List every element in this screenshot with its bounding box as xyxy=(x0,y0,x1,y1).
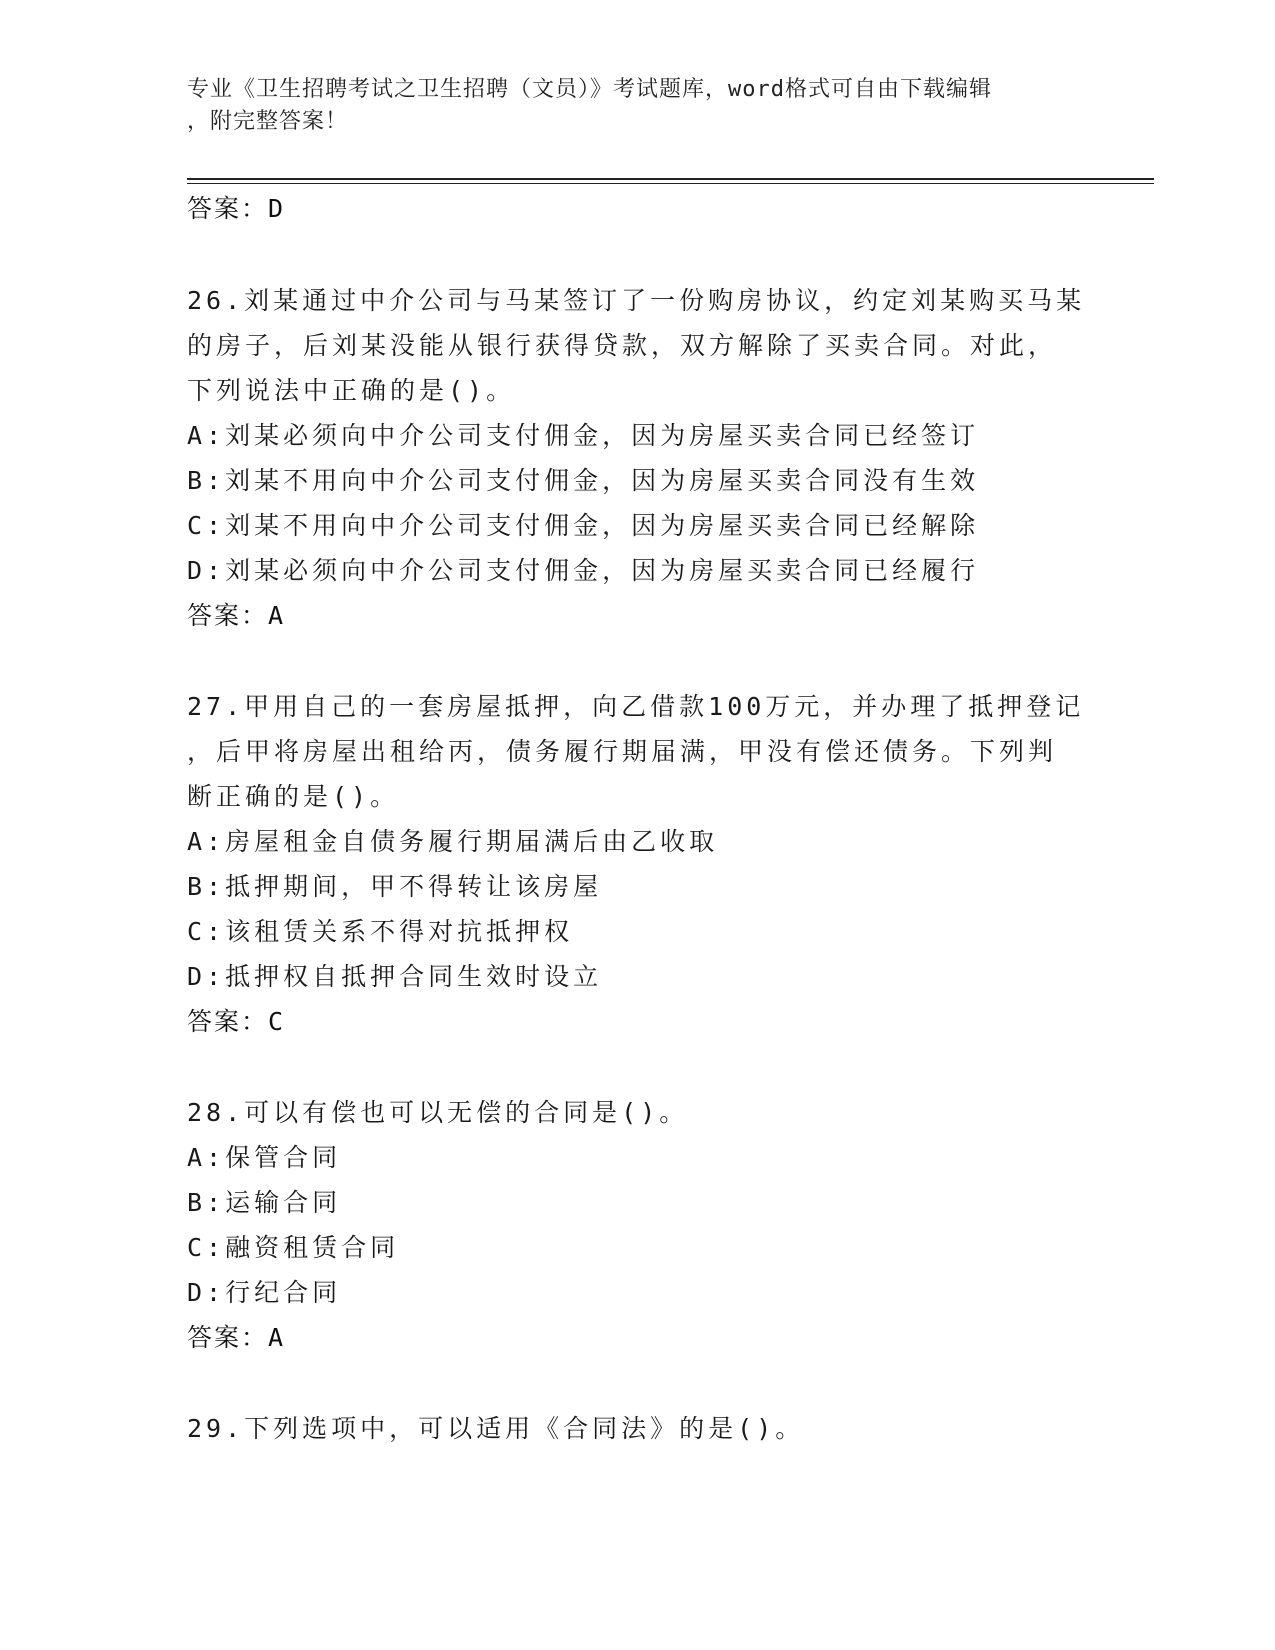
option-c: C:该租赁关系不得对抗抵押权 xyxy=(187,917,574,946)
header-title-line: 专业《卫生招聘考试之卫生招聘（文员）》考试题库，word格式可自由下载编辑 xyxy=(187,77,992,102)
spacer xyxy=(187,638,1087,684)
option-a: A:刘某必须向中介公司支付佣金，因为房屋买卖合同已经签订 xyxy=(187,421,980,450)
option-c: C:融资租赁合同 xyxy=(187,1233,400,1262)
option-a: A:保管合同 xyxy=(187,1143,342,1172)
option-a: A:房屋租金自债务履行期届满后由乙收取 xyxy=(187,827,719,856)
option-d: D:行纪合同 xyxy=(187,1278,342,1307)
header-divider-thin xyxy=(187,183,1154,184)
option-d: D:刘某必须向中介公司支付佣金，因为房屋买卖合同已经履行 xyxy=(187,556,980,585)
option-b: B:抵押期间，甲不得转让该房屋 xyxy=(187,872,603,901)
answer: 答案：A xyxy=(187,601,286,630)
header-title-line-continued: ，附完整答案！ xyxy=(187,109,349,134)
question-stem-line: 断正确的是()。 xyxy=(187,782,400,811)
question-26 xyxy=(187,278,1087,638)
question-stem-line: 下列说法中正确的是()。 xyxy=(187,376,516,405)
question-27 xyxy=(187,684,1087,1044)
question-29 xyxy=(187,1406,1087,1451)
option-b: B:运输合同 xyxy=(187,1188,342,1217)
option-d: D:抵押权自抵押合同生效时设立 xyxy=(187,962,603,991)
answer: 答案：A xyxy=(187,1323,286,1352)
spacer xyxy=(187,1044,1087,1090)
previous-answer: 答案：D xyxy=(187,194,286,223)
page-header xyxy=(187,74,1087,138)
question-list xyxy=(187,186,1087,1451)
option-b: B:刘某不用向中介公司支付佣金，因为房屋买卖合同没有生效 xyxy=(187,466,980,495)
answer: 答案：C xyxy=(187,1007,286,1036)
question-stem-line: 27.甲用自己的一套房屋抵押，向乙借款100万元，并办理了抵押登记 xyxy=(187,692,1085,721)
header-divider-thick xyxy=(187,178,1154,180)
option-c: C:刘某不用向中介公司支付佣金，因为房屋买卖合同已经解除 xyxy=(187,511,980,540)
question-stem-line: 29.下列选项中，可以适用《合同法》的是()。 xyxy=(187,1414,805,1443)
spacer xyxy=(187,1360,1087,1406)
question-stem-line: ，后甲将房屋出租给丙，债务履行期届满，甲没有偿还债务。下列判 xyxy=(187,737,1058,766)
question-28 xyxy=(187,1090,1087,1360)
question-stem-line: 的房子，后刘某没能从银行获得贷款，双方解除了买卖合同。对此， xyxy=(187,331,1058,360)
question-stem-line: 28.可以有偿也可以无偿的合同是()。 xyxy=(187,1098,689,1127)
spacer xyxy=(187,231,1087,278)
question-stem-line: 26.刘某通过中介公司与马某签订了一份购房协议，约定刘某购买马某 xyxy=(187,286,1086,315)
